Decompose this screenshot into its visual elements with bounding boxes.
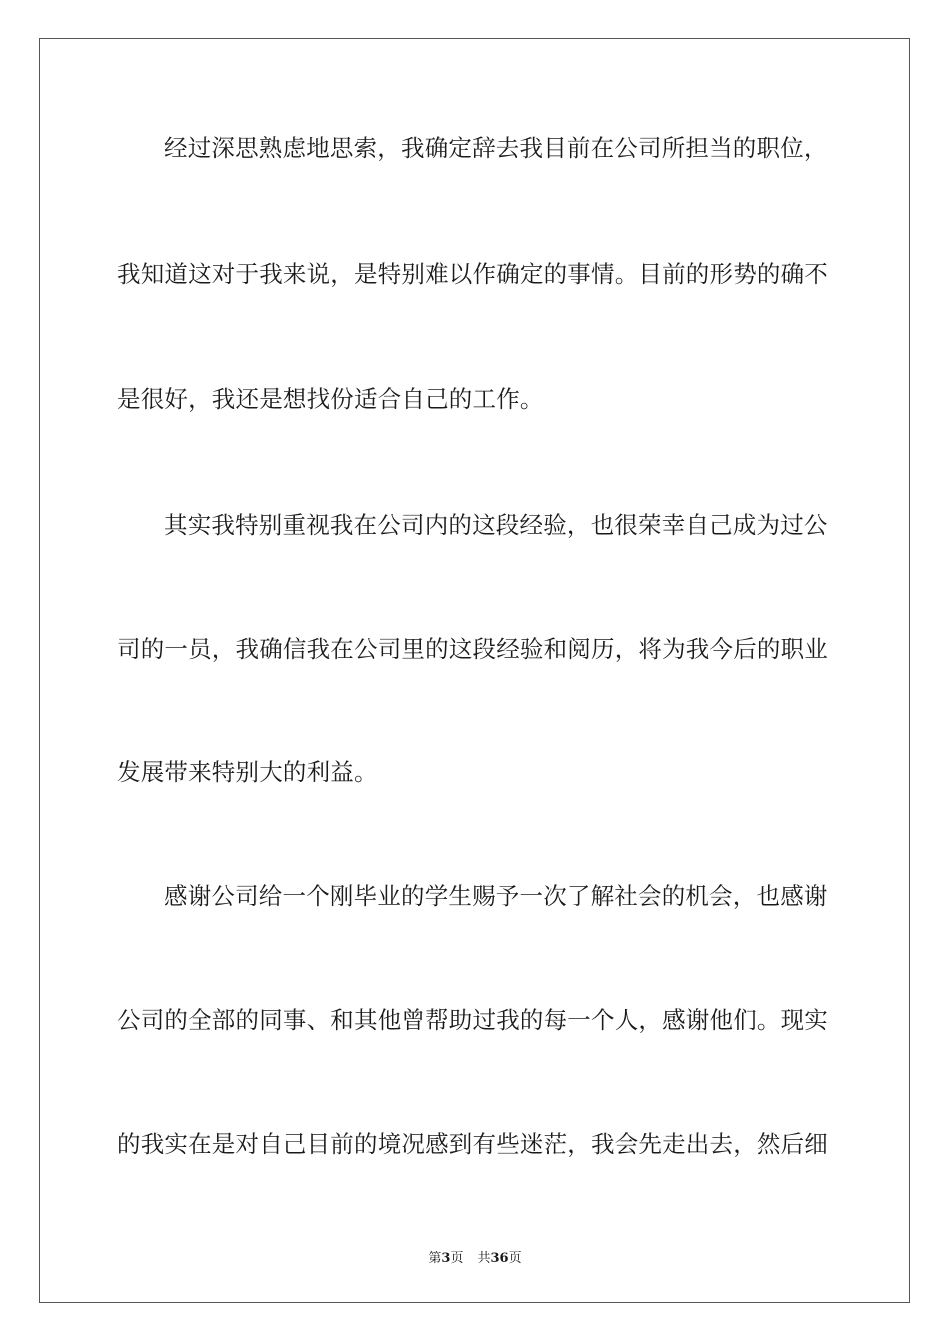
total-suffix: 页 (508, 1251, 522, 1266)
total-pages: 36 (490, 1251, 509, 1266)
paragraph-2-line-1: 其实我特别重视我在公司内的这段经验，也很荣幸自己成为过公 (164, 511, 828, 539)
paragraph-3-line-3: 的我实在是对自己目前的境况感到有些迷茫，我会先走出去，然后细 (117, 1130, 828, 1158)
paragraph-1-line-2: 我知道这对于我来说，是特别难以作确定的事情。目前的形势的确不 (117, 260, 828, 288)
paragraph-3-line-1: 感谢公司给一个刚毕业的学生赐予一次了解社会的机会，也感谢 (164, 882, 828, 910)
page-border (39, 38, 910, 1303)
total-prefix: 共 (477, 1251, 491, 1266)
paragraph-1-line-3: 是很好，我还是想找份适合自己的工作。 (117, 385, 544, 413)
page-prefix: 第 (428, 1251, 442, 1266)
page-suffix: 页 (450, 1251, 464, 1266)
page-footer (0, 1247, 950, 1266)
paragraph-2-line-3: 发展带来特别大的利益。 (117, 758, 378, 786)
paragraph-1-line-1: 经过深思熟虑地思索，我确定辞去我目前在公司所担当的职位， (164, 134, 828, 162)
paragraph-2-line-2: 司的一员，我确信我在公司里的这段经验和阅历，将为我今后的职业 (117, 635, 828, 663)
paragraph-3-line-2: 公司的全部的同事、和其他曾帮助过我的每一个人，感谢他们。现实 (117, 1006, 828, 1034)
page-number: 3 (441, 1251, 451, 1266)
